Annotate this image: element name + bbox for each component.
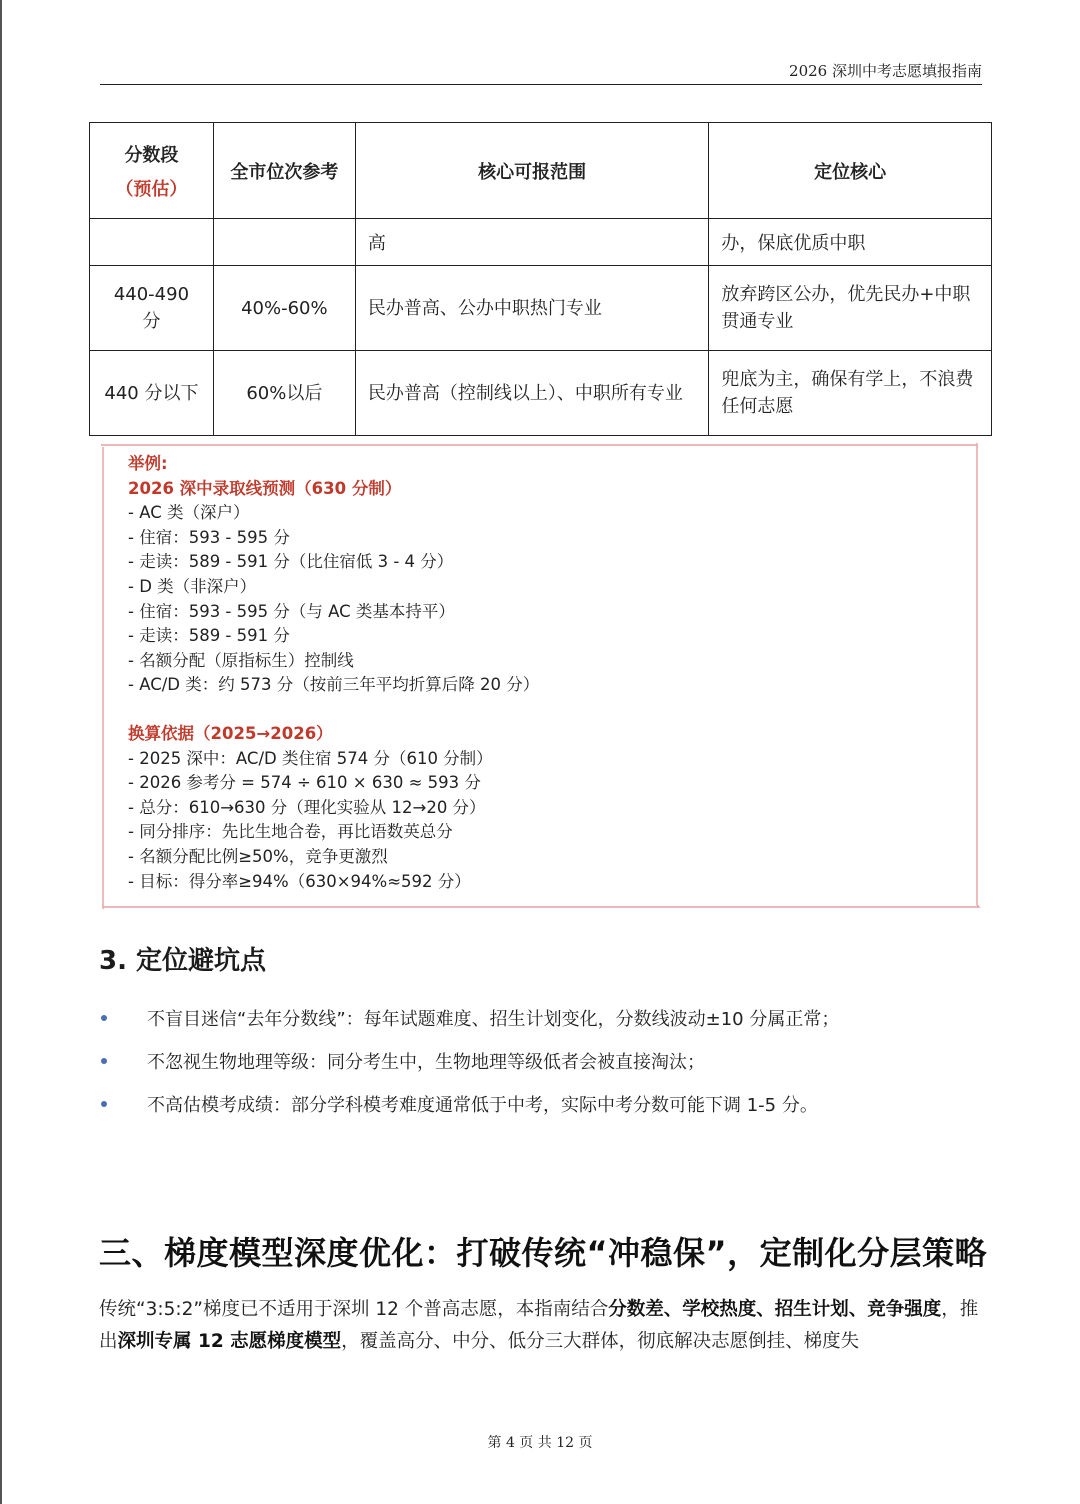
score-table (89, 122, 992, 436)
cell-range: 民办普高（控制线以上）、中职所有专业 (355, 351, 709, 436)
chapter-paragraph: 传统“3:5:2”梯度已不适用于深圳 12 个普高志愿，本指南结合分数差、学校热度、招生计划、竞争强度，推出深圳专属 12 志愿梯度模型，覆盖高分、中分、低分三大群体，彻底解决志愿倒挂、梯度失 (99, 1299, 979, 1352)
cell-score (90, 219, 214, 266)
cell-score: 440 分以下 (90, 351, 214, 436)
header-core-position: 定位核心 (709, 123, 992, 219)
header-city-rank: 全市位次参考 (213, 123, 355, 219)
table-header-row (90, 123, 992, 219)
bullet-icon (101, 1101, 107, 1107)
example-line: - 住宿：593 - 595 分（与 AC 类基本持平） (128, 601, 455, 621)
list-item: 不高估模考成绩：部分学科模考难度通常低于中考，实际中考分数可能下调 1-5 分。 (99, 1082, 839, 1125)
list-item: 不盲目迷信“去年分数线”：每年试题难度、招生计划变化，分数线波动±10 分属正常； (99, 996, 839, 1039)
cell-rank (213, 219, 355, 266)
basis-line: - 2026 参考分 = 574 ÷ 610 × 630 ≈ 593 分 (128, 773, 481, 793)
header-score-range: 分数段 （预估） (90, 123, 214, 219)
header-score-range-sub: （预估） (115, 178, 188, 200)
basis-line: - 2025 深中：AC/D 类住宿 574 分（610 分制） (128, 748, 493, 768)
example-line: - 名额分配（原指标生）控制线 (128, 650, 354, 670)
table-row (90, 219, 992, 266)
section-heading: 3. 定位避坑点 (99, 946, 267, 976)
basis-line: - 同分排序：先比生地合卷，再比语数英总分 (128, 822, 453, 842)
running-header: 2026 深圳中考志愿填报指南 (789, 62, 982, 80)
basis-line: - 名额分配比例≥50%，竞争更激烈 (128, 846, 388, 866)
cell-range: 高 (355, 219, 709, 266)
example-line: - 走读：589 - 591 分 (128, 626, 290, 646)
example-label: 举例: (128, 454, 168, 473)
bullet-icon (101, 1058, 107, 1064)
list-item: 不忽视生物地理等级：同分考生中，生物地理等级低者会被直接淘汰； (99, 1039, 839, 1082)
cell-core: 兜底为主，确保有学上，不浪费任何志愿 (709, 351, 992, 436)
pitfall-list (99, 996, 839, 1125)
page-footer: 第 4 页 共 12 页 (487, 1435, 593, 1451)
cell-core: 办，保底优质中职 (709, 219, 992, 266)
basis-title: 换算依据（2025→2026） (128, 723, 333, 743)
cell-score: 440-490 分 (90, 266, 214, 351)
example-line: - 住宿：593 - 595 分 (128, 527, 290, 547)
page-edge (0, 0, 2, 1504)
example-box (98, 440, 982, 912)
basis-line: - 目标：得分率≥94%（630×94%≈592 分） (128, 871, 471, 891)
example-line: - 走读：589 - 591 分（比住宿低 3 - 4 分） (128, 552, 454, 572)
chapter-heading: 三、梯度模型深度优化：打破传统“冲稳保”，定制化分层策略 (99, 1234, 988, 1272)
header-core-range: 核心可报范围 (355, 123, 709, 219)
table-row (90, 351, 992, 436)
example-title: 2026 深中录取线预测（630 分制） (128, 478, 402, 498)
table-row (90, 266, 992, 351)
example-wavy-border (98, 440, 982, 912)
cell-range: 民办普高、公办中职热门专业 (355, 266, 709, 351)
bullet-icon (101, 1015, 107, 1021)
cell-rank: 40%-60% (213, 266, 355, 351)
basis-line: - 总分：610→630 分（理化实验从 12→20 分） (128, 797, 486, 817)
header-rule (100, 84, 982, 85)
example-line: - D 类（非深户） (128, 576, 257, 596)
example-line: - AC/D 类：约 573 分（按前三年平均折算后降 20 分） (128, 675, 540, 695)
cell-core: 放弃跨区公办，优先民办+中职贯通专业 (709, 266, 992, 351)
example-line: - AC 类（深户） (128, 503, 250, 523)
cell-rank: 60%以后 (213, 351, 355, 436)
